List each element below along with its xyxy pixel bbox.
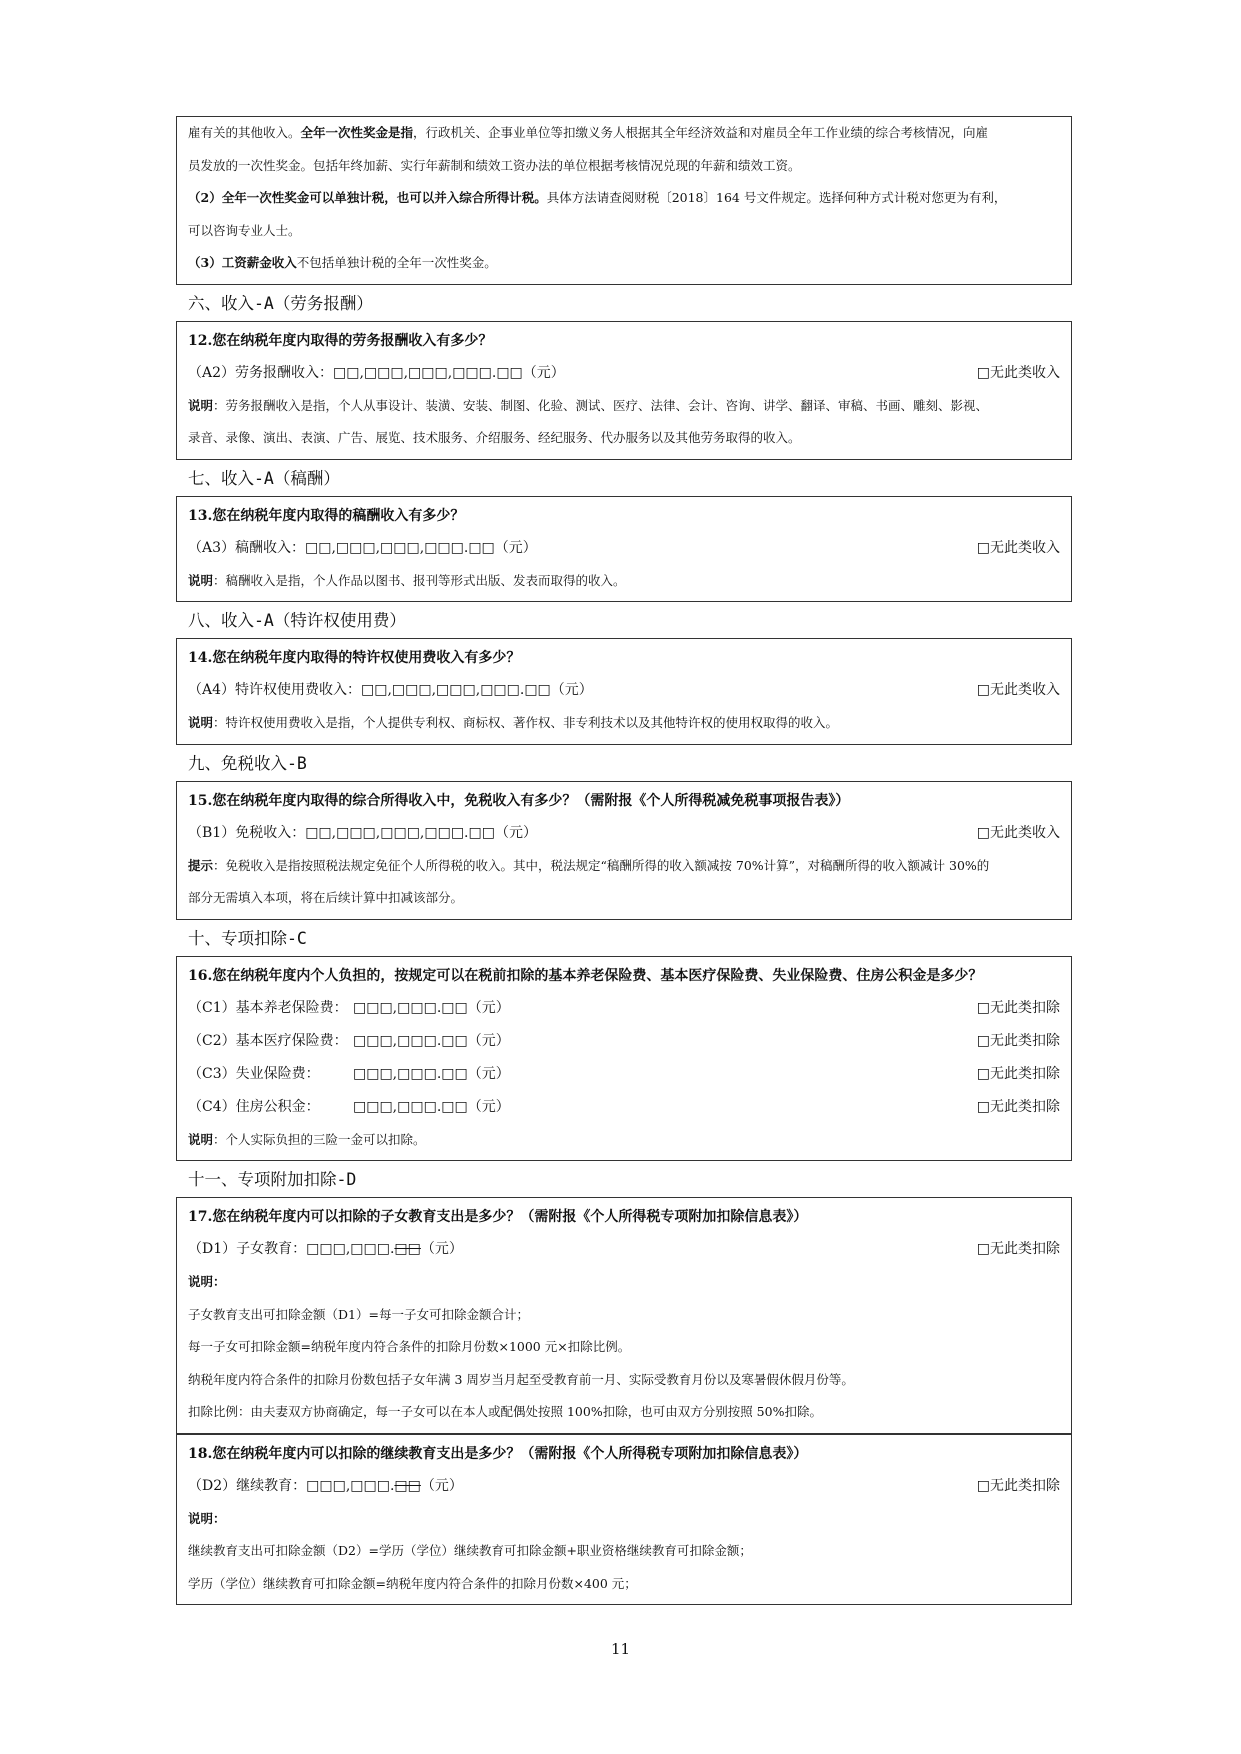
page-number: 11 <box>610 1640 631 1658</box>
field-row-a3[interactable] <box>188 532 1060 565</box>
field-d1-cents: □□ <box>394 1241 421 1257</box>
intro-line-5 <box>188 247 1060 280</box>
note-line <box>188 1266 1060 1299</box>
field-d1[interactable] <box>188 1241 463 1257</box>
field-b1[interactable]: （B1）免税收入：□□,□□□,□□□,□□□.□□（元） <box>188 824 537 841</box>
intro-line-1 <box>188 117 1060 150</box>
intro-line-3 <box>188 182 1060 215</box>
no-deduction-checkbox[interactable]: □无此类扣除 <box>976 1241 1060 1257</box>
question-12: 12.您在纳税年度内取得的劳务报酬收入有多少？ <box>188 332 493 349</box>
section-title-7: 七、收入-A（稿酬） <box>188 468 340 488</box>
note-line: 子女教育支出可扣除金额（D1）=每一子女可扣除金额合计； <box>188 1306 529 1322</box>
document-page <box>176 116 1072 1605</box>
question-14: 14.您在纳税年度内取得的特许权使用费收入有多少？ <box>188 650 521 666</box>
intro-text: 具体方法请查阅财税〔2018〕164 号文件规定。选择何种方式计税对您更为有利， <box>546 190 1007 205</box>
field-row-c4[interactable] <box>188 1091 1060 1124</box>
question-15: 15.您在纳税年度内取得的综合所得收入中，免税收入有多少？（需附报《个人所得税减免税事项报告表》） <box>188 792 850 809</box>
field-row-d1[interactable] <box>188 1233 1060 1266</box>
field-d2-cents: □□ <box>394 1477 421 1494</box>
field-a4[interactable]: （A4）特许权使用费收入：□□,□□□,□□□,□□□.□□（元） <box>188 682 593 698</box>
section-title-9: 九、免税收入-B <box>188 753 307 773</box>
field-row-a4[interactable] <box>188 674 1060 707</box>
note-line <box>188 565 1060 598</box>
field-c1[interactable]: □□□,□□□.□□（元） <box>353 999 510 1016</box>
section-box-10 <box>176 956 1072 1162</box>
intro-bold: （2）全年一次性奖金可以单独计税，也可以并入综合所得计税。 <box>188 190 547 205</box>
note-colon: ： <box>213 1274 226 1289</box>
field-d2[interactable] <box>188 1478 463 1494</box>
field-c3[interactable]: □□□,□□□.□□（元） <box>353 1065 510 1082</box>
note-text: ：特许权使用费收入是指，个人提供专利权、商标权、著作权、非专利技术以及其他特许权的使用权取得的收入。 <box>213 715 839 730</box>
section-title-6: 六、收入-A（劳务报酬） <box>188 293 373 313</box>
field-d2-unit: （元） <box>420 1477 463 1494</box>
note-label: 说明 <box>188 1510 214 1526</box>
no-deduction-checkbox[interactable]: □无此类扣除 <box>976 1477 1060 1494</box>
field-label: （C1）基本养老保险费： <box>188 999 348 1016</box>
note-line: 每一子女可扣除金额=纳税年度内符合条件的扣除月份数×1000 元×扣除比例。 <box>188 1339 631 1354</box>
no-income-checkbox[interactable]: □无此类收入 <box>976 824 1060 841</box>
note-text: ：个人实际负担的三险一金可以扣除。 <box>213 1131 426 1147</box>
section-box-11-q18 <box>176 1434 1072 1606</box>
note-label: 说明 <box>188 572 214 588</box>
field-row-c1[interactable] <box>188 992 1060 1025</box>
intro-box <box>176 116 1072 285</box>
note-line: 录音、录像、演出、表演、广告、展览、技术服务、介绍服务、经纪服务、代办服务以及其他劳务取得的收入。 <box>188 430 801 445</box>
no-deduction-checkbox[interactable]: □无此类扣除 <box>976 1065 1060 1082</box>
question-16: 16.您在纳税年度内个人负担的，按规定可以在税前扣除的基本养老保险费、基本医疗保险费、失业保险费、住房公积金是多少？ <box>188 967 983 984</box>
note-text: ：免税收入是指按照税法规定免征个人所得税的收入。其中，税法规定“稿酬所得的收入额减按 70%计算”，对稿酬所得的收入额减计 30%的 <box>213 857 990 873</box>
note-label: 说明 <box>188 715 214 730</box>
note-text: ：劳务报酬收入是指，个人从事设计、装潢、安装、制图、化验、测试、医疗、法律、会计、咨询、讲学、翻译、审稿、书画、雕刻、影视、 <box>213 397 989 413</box>
note-line <box>188 850 1060 883</box>
note-line: 学历（学位）继续教育可扣除金额=纳税年度内符合条件的扣除月份数×400 元； <box>188 1575 637 1591</box>
section-box-6 <box>176 321 1072 460</box>
section-box-9 <box>176 781 1072 920</box>
no-income-checkbox[interactable]: □无此类收入 <box>976 364 1060 381</box>
field-d1-digits: （D1）子女教育：□□□,□□□. <box>188 1241 395 1257</box>
note-colon: ： <box>213 1510 226 1526</box>
field-label: （C3）失业保险费： <box>188 1065 320 1082</box>
note-line <box>188 390 1060 423</box>
no-income-checkbox[interactable]: □无此类收入 <box>976 539 1060 556</box>
intro-line-2: 员发放的一次性奖金。包括年终加薪、实行年薪制和绩效工资办法的单位根据考核情况兑现的年薪和绩效工资。 <box>188 157 801 173</box>
section-title-8: 八、收入-A（特许权使用费） <box>188 611 406 630</box>
field-d1-unit: （元） <box>420 1241 463 1257</box>
note-line <box>188 707 1060 740</box>
no-deduction-checkbox[interactable]: □无此类扣除 <box>976 1032 1060 1049</box>
intro-text: 雇有关的其他收入。 <box>188 125 301 140</box>
note-line <box>188 1503 1060 1536</box>
field-row-c3[interactable] <box>188 1058 1060 1091</box>
field-d2-digits: （D2）继续教育：□□□,□□□. <box>188 1477 395 1494</box>
section-box-11-q17 <box>176 1197 1072 1434</box>
question-18: 18.您在纳税年度内可以扣除的继续教育支出是多少？（需附报《个人所得税专项附加扣除信息表》） <box>188 1445 808 1462</box>
field-a2[interactable]: （A2）劳务报酬收入：□□,□□□,□□□,□□□.□□（元） <box>188 364 565 381</box>
section-box-7 <box>176 496 1072 603</box>
note-label: 说明 <box>188 1131 214 1147</box>
no-deduction-checkbox[interactable]: □无此类扣除 <box>976 999 1060 1016</box>
field-row-d2[interactable] <box>188 1470 1060 1503</box>
field-c2[interactable]: □□□,□□□.□□（元） <box>353 1032 510 1049</box>
intro-line-4: 可以咨询专业人士。 <box>188 222 301 238</box>
field-row-a2[interactable] <box>188 357 1060 390</box>
intro-bold: 全年一次性奖金是指 <box>300 125 414 140</box>
field-label: （C4）住房公积金： <box>188 1098 320 1115</box>
question-17: 17.您在纳税年度内可以扣除的子女教育支出是多少？（需附报《个人所得税专项附加扣除信息表》） <box>188 1209 808 1225</box>
field-row-c2[interactable] <box>188 1025 1060 1058</box>
intro-text: ，行政机关、企事业单位等扣缴义务人根据其全年经济效益和对雇员全年工作业绩的综合考核情况，向雇 <box>413 125 989 140</box>
field-c4[interactable]: □□□,□□□.□□（元） <box>353 1098 510 1115</box>
section-box-8 <box>176 638 1072 745</box>
no-deduction-checkbox[interactable]: □无此类扣除 <box>976 1098 1060 1115</box>
intro-text: 不包括单独计税的全年一次性奖金。 <box>296 255 497 270</box>
note-label: 说明 <box>188 1274 214 1289</box>
section-title-10: 十、专项扣除-C <box>188 928 307 948</box>
note-line: 纳税年度内符合条件的扣除月份数包括子女年满 3 周岁当月起至受教育前一月、实际受教育月份以及寒暑假休假月份等。 <box>188 1371 854 1387</box>
note-label: 说明 <box>188 397 214 413</box>
question-13: 13.您在纳税年度内取得的稿酬收入有多少？ <box>188 507 465 524</box>
note-line: 继续教育支出可扣除金额（D2）=学历（学位）继续教育可扣除金额+职业资格继续教育可扣除金额； <box>188 1543 752 1558</box>
field-label: （C2）基本医疗保险费： <box>188 1032 348 1049</box>
no-income-checkbox[interactable]: □无此类收入 <box>976 682 1060 698</box>
note-line: 部分无需填入本项，将在后续计算中扣减该部分。 <box>188 890 464 905</box>
note-line: 扣除比例：由夫妻双方协商确定，每一子女可以在本人或配偶处按照 100%扣除，也可由双方分别按照 50%扣除。 <box>188 1404 822 1419</box>
intro-bold: （3）工资薪金收入 <box>188 255 297 270</box>
note-label: 提示 <box>188 857 214 873</box>
note-text: ：稿酬收入是指，个人作品以图书、报刊等形式出版、发表而取得的收入。 <box>213 572 626 588</box>
field-a3[interactable]: （A3）稿酬收入：□□,□□□,□□□,□□□.□□（元） <box>188 539 537 556</box>
note-line <box>188 1124 1060 1157</box>
section-title-11: 十一、专项附加扣除-D <box>188 1170 357 1189</box>
field-row-b1[interactable] <box>188 817 1060 850</box>
